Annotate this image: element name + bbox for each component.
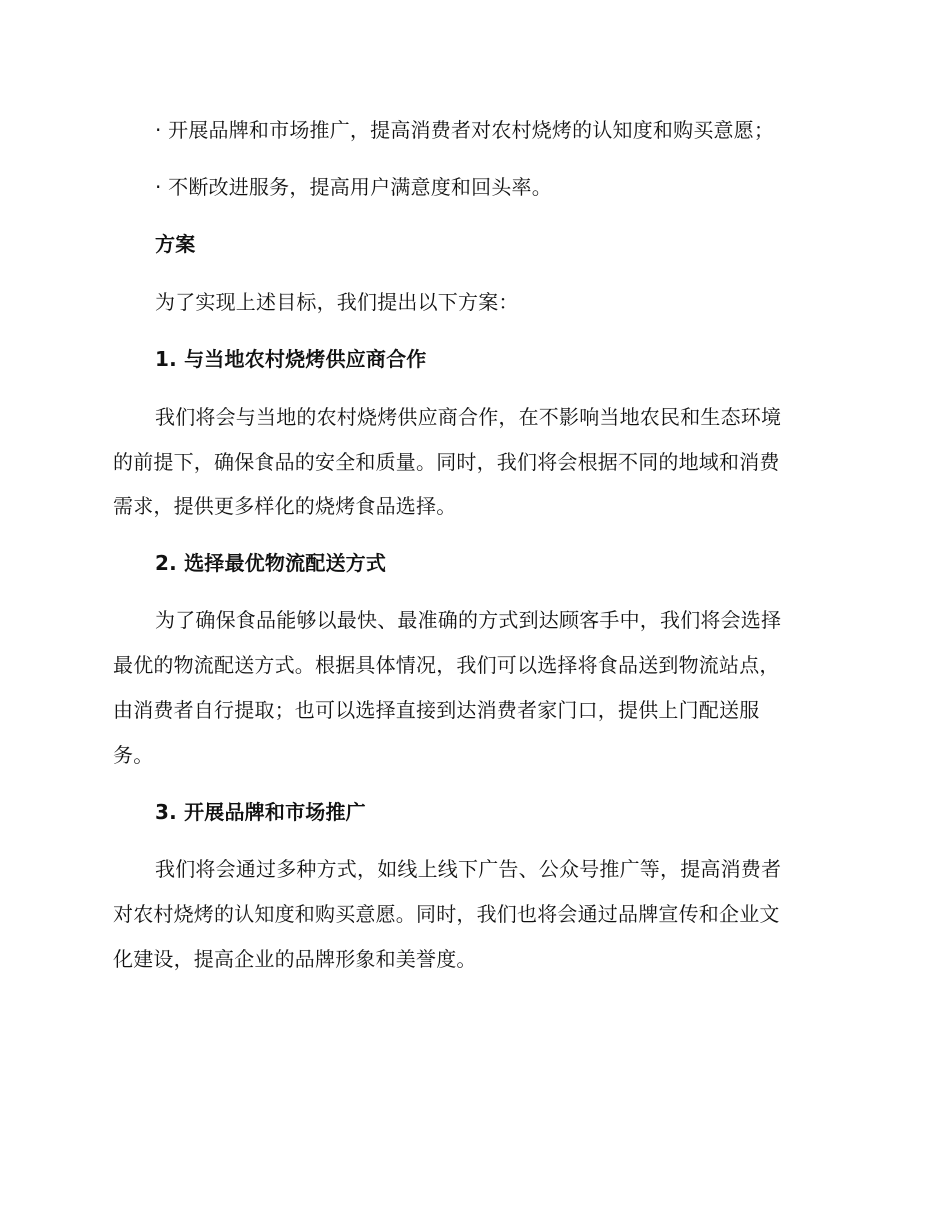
intro-paragraph: 为了实现上述目标，我们提出以下方案： [155,290,519,314]
item-heading: 2. 选择最优物流配送方式 [155,551,387,575]
section-title: 方案 [155,232,196,256]
paragraph-line: 最优的物流配送方式。根据具体情况，我们可以选择将食品送到物流站点， [113,653,780,677]
paragraph-line: 为了确保食品能够以最快、最准确的方式到达顾客手中，我们将会选择 [155,608,782,632]
bullet-item: · 开展品牌和市场推广，提高消费者对农村烧烤的认知度和购买意愿； [155,118,775,142]
paragraph-line: 对农村烧烤的认知度和购买意愿。同时，我们也将会通过品牌宣传和企业文 [113,902,780,926]
bullet-item: · 不断改进服务，提高用户满意度和回头率。 [155,175,552,199]
paragraph-line: 化建设，提高企业的品牌形象和美誉度。 [113,947,477,971]
paragraph-line: 由消费者自行提取；也可以选择直接到达消费者家门口，提供上门配送服 [113,698,760,722]
paragraph-line: 需求，提供更多样化的烧烤食品选择。 [113,494,457,518]
item-heading: 3. 开展品牌和市场推广 [155,800,366,824]
paragraph-line: 务。 [113,743,154,767]
paragraph-line: 我们将会与当地的农村烧烤供应商合作，在不影响当地农民和生态环境 [155,405,782,429]
paragraph-line: 我们将会通过多种方式，如线上线下广告、公众号推广等，提高消费者 [155,857,782,881]
item-heading: 1. 与当地农村烧烤供应商合作 [155,347,427,371]
paragraph-line: 的前提下，确保食品的安全和质量。同时，我们将会根据不同的地域和消费 [113,450,780,474]
